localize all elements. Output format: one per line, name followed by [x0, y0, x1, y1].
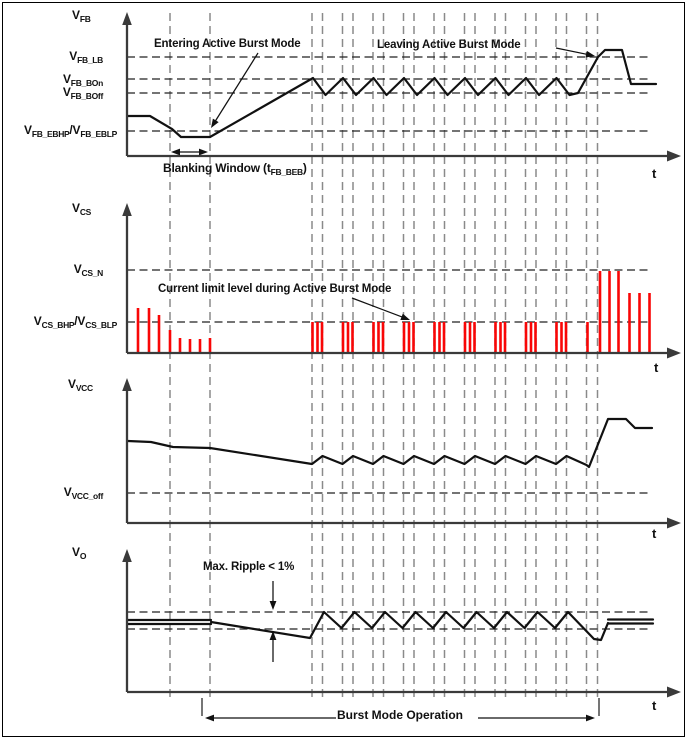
max-ripple-annotation: Max. Ripple < 1%: [203, 561, 295, 573]
blanking-window-annotation: Blanking Window $(t_{FB\_BEB})$: [163, 161, 307, 177]
burst-mode-operation-label: Burst Mode Operation: [337, 708, 464, 722]
ripple-upper-arrow-head: [270, 601, 277, 610]
blanking-window-arrow-head: [199, 149, 208, 156]
current-limit-arrow: [352, 298, 406, 319]
vo-waveform: [211, 612, 608, 640]
vo-y-axis-arrowhead: [122, 549, 132, 562]
vvcc-y-axis-arrowhead: [122, 378, 132, 391]
leaving-burst-annotation: Leaving Active Burst Mode: [377, 39, 521, 51]
vfb-boff-level-label: $V_{FB\_BOff}$: [62, 85, 103, 101]
leaving-burst-arrow: [556, 48, 591, 55]
current-limit-arrow-head: [400, 314, 410, 320]
vfb-bon-level-label: $V_{FB\_BOn}$: [62, 72, 103, 88]
vfb-axis-label: $V_{FB}$: [72, 8, 91, 24]
vcs-y-axis-arrowhead: [122, 203, 132, 216]
vo-time-axis-label: t: [652, 698, 657, 713]
vvcc-waveform: [128, 419, 652, 467]
burst-span-left-arrow-head: [205, 715, 214, 722]
vfb-time-axis-label: t: [652, 166, 657, 181]
vvcc-axis-label: $V_{VCC}$: [68, 377, 93, 393]
vvcc-time-axis-label: t: [652, 526, 657, 541]
vfb-lb-level-label: $V_{FB\_LB}$: [69, 49, 103, 65]
vvcc-x-axis-arrowhead: [667, 518, 681, 529]
current-limit-annotation: Current limit level during Active Burst Mode: [158, 283, 392, 295]
blanking-window-arrow-head: [171, 149, 180, 156]
vvcc-off-level-label: $V_{VCC\_off}$: [63, 485, 103, 501]
entering-burst-arrow-head: [211, 119, 219, 128]
vcs-n-level-label: $V_{CS\_N}$: [73, 262, 103, 278]
vcs-axis-label: $V_{CS}$: [72, 201, 92, 217]
vcs-x-axis-arrowhead: [667, 348, 681, 359]
vcs-bhp-level-label: $V_{CS\_BHP}/V_{CS\_BLP}$: [33, 314, 117, 330]
vcs-time-axis-label: t: [654, 360, 659, 375]
vo-axis-label: $V_O$: [72, 545, 87, 561]
vfb-ebhp-level-label: $V_{FB\_EBHP}/V_{FB\_EBLP}$: [24, 123, 117, 139]
entering-burst-annotation: Entering Active Burst Mode: [154, 38, 301, 50]
burst-span-right-arrow-head: [586, 715, 595, 722]
vo-x-axis-arrowhead: [667, 687, 681, 698]
vfb-x-axis-arrowhead: [667, 151, 681, 162]
vfb-y-axis-arrowhead: [122, 12, 132, 25]
